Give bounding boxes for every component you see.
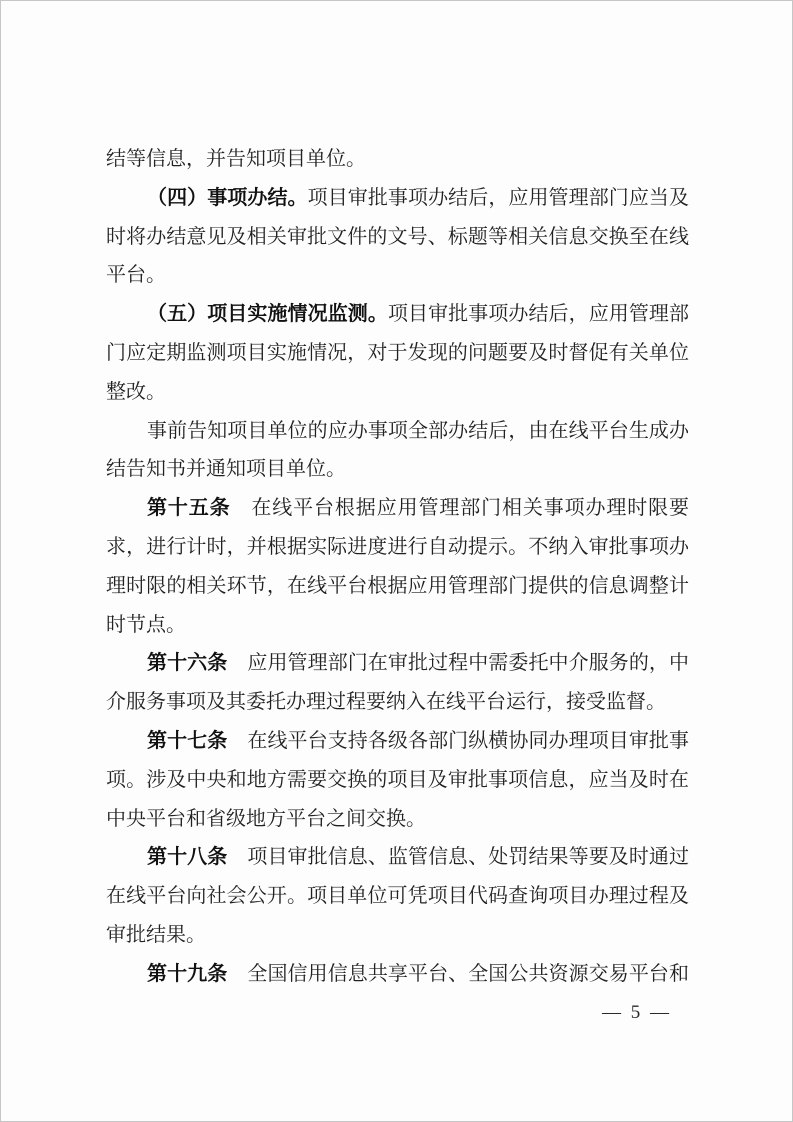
body-text: 在线平台支持各级各部门纵横协同办理项目审批事 xyxy=(227,729,689,752)
document-body xyxy=(106,140,689,994)
body-text: 平台。 xyxy=(106,264,166,287)
text-line xyxy=(106,683,689,722)
text-line xyxy=(106,295,689,334)
page-number: — 5 — xyxy=(602,1002,669,1023)
article-heading-text: 第十六条 xyxy=(147,652,228,675)
body-text: 介服务事项及其委托办理过程要纳入在线平台运行，接受监督。 xyxy=(106,691,666,714)
article-heading-text: （四）事项办结。 xyxy=(147,186,308,209)
body-text: 结告知书并通知项目单位。 xyxy=(106,458,346,481)
text-line xyxy=(106,955,689,994)
text-line xyxy=(106,916,689,955)
body-text: 门应定期监测项目实施情况，对于发现的问题要及时督促有关单位 xyxy=(106,341,689,364)
text-line xyxy=(106,334,689,373)
body-text: 整改。 xyxy=(106,380,166,403)
text-line xyxy=(106,800,689,839)
body-text: 结等信息，并告知项目单位。 xyxy=(106,148,366,170)
text-line xyxy=(106,256,689,295)
body-text: 在线平台根据应用管理部门相关事项办理时限要 xyxy=(230,497,689,520)
text-line xyxy=(106,140,689,179)
text-line xyxy=(106,218,689,257)
text-line xyxy=(106,450,689,489)
body-text: 时节点。 xyxy=(106,613,186,636)
text-line xyxy=(106,412,689,451)
article-heading-text: 第十七条 xyxy=(147,729,228,752)
text-line xyxy=(106,761,689,800)
body-text: 项。涉及中央和地方需要交换的项目及审批事项信息，应当及时在 xyxy=(106,768,689,791)
body-text: 中央平台和省级地方平台之间交换。 xyxy=(106,807,426,830)
body-text: 时将办结意见及相关审批文件的文号、标题等相关信息交换至在线 xyxy=(106,225,689,248)
body-text: 项目审批信息、监管信息、处罚结果等要及时通过 xyxy=(227,846,689,869)
text-line xyxy=(106,373,689,412)
article-heading-text: 第十五条 xyxy=(147,497,231,520)
text-line xyxy=(106,179,689,218)
text-line xyxy=(106,722,689,761)
body-text: 事前告知项目单位的应办事项全部办结后，由在线平台生成办 xyxy=(147,419,689,442)
body-text: 求，进行计时，并根据实际进度进行自动提示。不纳入审批事项办 xyxy=(106,535,689,558)
text-line xyxy=(106,489,689,528)
article-heading-text: 第十九条 xyxy=(147,962,228,985)
body-text: 项目审批事项办结后，应用管理部门应当及 xyxy=(307,186,689,209)
text-line xyxy=(106,644,689,683)
text-line xyxy=(106,606,689,645)
body-text: 审批结果。 xyxy=(106,923,206,946)
body-text: 项目审批事项办结后，应用管理部 xyxy=(387,303,689,326)
text-line xyxy=(106,528,689,567)
text-line xyxy=(106,567,689,606)
text-line xyxy=(106,838,689,877)
body-text: 在线平台向社会公开。项目单位可凭项目代码查询项目办理过程及 xyxy=(106,885,689,908)
text-line xyxy=(106,877,689,916)
body-text: 理时限的相关环节，在线平台根据应用管理部门提供的信息调整计 xyxy=(106,574,689,597)
body-text: 应用管理部门在审批过程中需委托中介服务的，中 xyxy=(227,652,689,675)
body-text: 全国信用信息共享平台、全国公共资源交易平台和 xyxy=(227,962,689,985)
article-heading-text: 第十八条 xyxy=(147,846,228,869)
article-heading-text: （五）项目实施情况监测。 xyxy=(147,303,388,326)
